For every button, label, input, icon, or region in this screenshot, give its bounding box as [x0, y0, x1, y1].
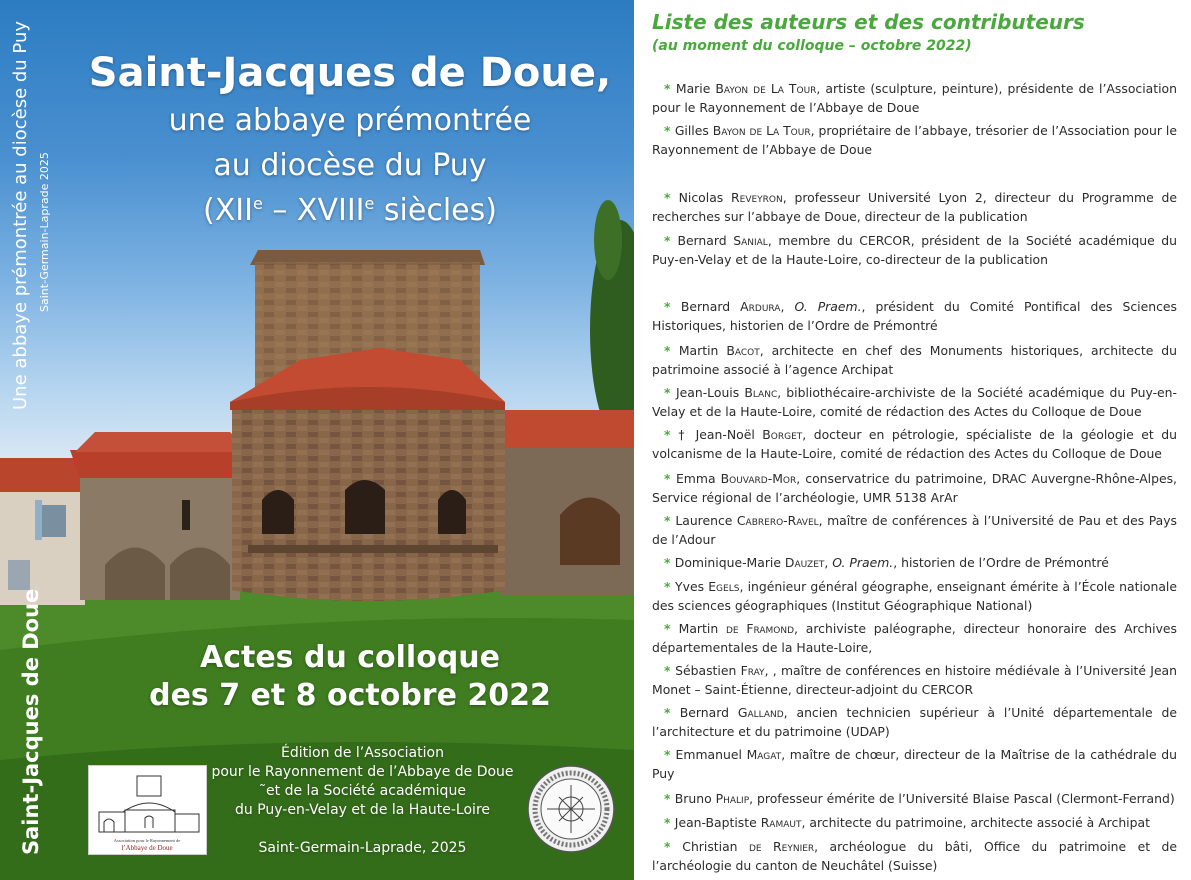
- contributor-last-name: Dauzet: [784, 555, 825, 570]
- cover-title: Saint-Jacques de Doue,: [88, 50, 612, 96]
- association-logo: [88, 765, 207, 855]
- contributor-first-name: Bernard: [677, 233, 734, 248]
- contributor-first-name: Nicolas: [678, 190, 732, 205]
- contributor-last-name: Galland: [737, 705, 784, 720]
- contributor-last-name: de Reynier: [748, 839, 815, 854]
- contributor-first-name: Bernard: [680, 299, 741, 314]
- contributor-order: O. Praem.: [832, 555, 894, 570]
- contributor-last-name: Phalip: [715, 791, 750, 806]
- bullet-star-icon: *: [664, 705, 680, 720]
- contributor-entry: [652, 80, 1177, 117]
- contributor-description: , architecte en chef des Monuments historiques, architecte du patrimoine associé à l’agence Archipat: [652, 343, 1177, 377]
- contributor-entry: [652, 512, 1177, 549]
- list-subtitle: (au moment du colloque – octobre 2022): [652, 38, 972, 54]
- contributor-entry: [652, 814, 1177, 833]
- contributor-description: , propriétaire de l’abbaye, trésorier de l’Association pour le Rayonnement de l’Abbaye de Doue: [652, 123, 1177, 157]
- bullet-star-icon: *: [664, 233, 678, 248]
- contributor-last-name: de Framond: [725, 621, 795, 636]
- contributor-description: , artiste (sculpture, peinture), présidente de l’Association pour le Rayonnement de l’Abbaye de Doue: [652, 81, 1177, 115]
- contributor-entry: [652, 426, 1177, 463]
- contributor-order: O. Praem.: [794, 299, 862, 314]
- spine-long-title: Une abbaye prémontrée au diocèse du Puy: [10, 20, 31, 410]
- contributor-description: , membre du CERCOR, président de la Société académique du Puy-en-Velay et de la Haute-Loire, co-directeur de la publication: [652, 233, 1177, 267]
- contributor-last-name: Bayon de La Tour: [715, 81, 817, 96]
- bullet-star-icon: *: [664, 555, 675, 570]
- contributor-entry: * Bernard Ardura, O. Praem., président du Comité Pontifical des Sciences Historiques, historien de l’Ordre de Prémontré: [652, 299, 1177, 333]
- contributor-description: , maître de conférences à l’Université de Pau et des Pays de l’Adour: [652, 513, 1177, 547]
- bullet-star-icon: *: [664, 385, 676, 400]
- contributor-entry: [652, 838, 1177, 875]
- logo-caption-line2: l’Abbaye de Doue: [121, 844, 173, 852]
- contributor-entry: [652, 342, 1177, 379]
- contributor-first-name: Christian: [682, 839, 749, 854]
- bullet-star-icon: *: [664, 513, 676, 528]
- edition-line1: Édition de l’Association: [281, 745, 444, 761]
- cover-subtitle-line2: au diocèse du Puy: [213, 148, 487, 183]
- logo-caption-line1: Association pour le Rayonnement de: [113, 838, 181, 843]
- bullet-star-icon: *: [664, 299, 681, 314]
- cover-centuries: (XIIe – XVIIIe siècles): [203, 193, 497, 228]
- bullet-star-icon: *: [664, 747, 676, 762]
- contributor-first-name: Bernard: [679, 705, 738, 720]
- society-seal: [527, 765, 615, 853]
- contributor-description: , président du Comité Pontifical des Sciences Historiques, historien de l’Ordre de Prémontré: [652, 299, 1177, 333]
- list-title: Liste des auteurs et des contributeurs: [652, 10, 1085, 34]
- contributor-entry: [652, 790, 1177, 809]
- contributor-entry: [652, 578, 1177, 615]
- contributor-entry: [652, 620, 1177, 657]
- contributor-last-name: Sanial: [733, 233, 768, 248]
- contributor-first-name: Bruno: [674, 791, 716, 806]
- bullet-star-icon: *: [664, 81, 676, 96]
- contributor-description: , archiviste paléographe, directeur honoraire des Archives départementales de la Haute-Loire,: [652, 621, 1177, 655]
- contributor-first-name: Jean-Louis: [675, 385, 745, 400]
- bullet-star-icon: *: [664, 343, 679, 358]
- cover-place-year: Saint-Germain-Laprade, 2025: [258, 840, 467, 856]
- contributor-description: , historien de l’Ordre de Prémontré: [893, 555, 1109, 570]
- contributors-page: [634, 0, 1191, 880]
- contributor-description: , , maître de conférences en histoire médiévale à l’Université Jean Monet – Saint-Étienne, directeur-adjoint du CERCOR: [652, 663, 1178, 697]
- edition-line2: pour le Rayonnement de l’Abbaye de Doue: [211, 764, 514, 780]
- contributor-last-name: Reveyron: [731, 190, 783, 205]
- contributor-description: , architecte du patrimoine, architecte associé à Archipat: [801, 815, 1150, 830]
- contributor-description: , archéologue du bâti, Office du patrimoine et de l’archéologie du canton de Neuchâtel (Suisse): [652, 839, 1177, 873]
- contributor-last-name: Cabrero-Ravel: [736, 513, 819, 528]
- contributor-first-name: Gilles: [674, 123, 713, 138]
- contributor-description: , ingénieur général géographe, enseignant émérite à l’École nationale des sciences géographiques (Institut Géographique National): [652, 579, 1177, 613]
- contributor-last-name: Magat: [746, 747, 782, 762]
- spine-place-year: Saint-Germain-Laprade 2025: [38, 152, 51, 312]
- bullet-star-icon: *: [664, 663, 676, 678]
- bullet-star-icon: *: [664, 621, 679, 636]
- contributor-last-name: Bouvard-Mor: [720, 471, 797, 486]
- contributor-entry: [652, 470, 1177, 507]
- contributor-last-name: Bacot: [726, 343, 760, 358]
- contributor-last-name: Fray: [740, 663, 765, 678]
- contributor-first-name: Martin: [678, 343, 727, 358]
- contributor-description: , professeur émérite de l’Université Blaise Pascal (Clermont-Ferrand): [749, 791, 1175, 806]
- bullet-star-icon: *: [664, 190, 679, 205]
- contributor-entry: [652, 662, 1177, 699]
- contributor-entry: [652, 122, 1177, 159]
- contributor-first-name: † Jean-Noël: [678, 427, 763, 442]
- contributor-entry: [652, 704, 1177, 741]
- edition-line3: ˜et de la Société académique: [259, 783, 466, 799]
- bullet-star-icon: *: [664, 471, 676, 486]
- bullet-star-icon: *: [664, 791, 675, 806]
- contributor-first-name: Dominique-Marie: [674, 555, 785, 570]
- contributor-description: , ancien technicien supérieur à l’Unité départementale de l’architecture et du patrimoine (UDAP): [652, 705, 1177, 739]
- contributor-entry: [652, 384, 1177, 421]
- contributor-last-name: Blanc: [744, 385, 778, 400]
- contributor-entry: [652, 232, 1177, 269]
- contributor-first-name: Emma: [675, 471, 721, 486]
- bullet-star-icon: *: [664, 815, 675, 830]
- contributor-entry: [652, 189, 1177, 226]
- contributor-first-name: Emmanuel: [675, 747, 747, 762]
- bullet-star-icon: *: [664, 579, 676, 594]
- contributor-description: , docteur en pétrologie, spécialiste de la géologie et du volcanisme de la Haute-Loire, comité de rédaction des Actes du Colloque de Doue: [652, 427, 1177, 461]
- spine-short-title: Saint-Jacques de Doue: [19, 588, 43, 855]
- contributor-last-name: Borget: [762, 427, 803, 442]
- contributor-first-name: Jean-Baptiste: [674, 815, 761, 830]
- contributor-first-name: Sébastien: [675, 663, 741, 678]
- contributor-last-name: Egels: [708, 579, 740, 594]
- cover-actes-line2: des 7 et 8 octobre 2022: [149, 678, 551, 713]
- contributor-entry: [652, 746, 1177, 783]
- contributor-first-name: Marie: [675, 81, 716, 96]
- contributor-entry: * Dominique-Marie Dauzet, O. Praem., historien de l’Ordre de Prémontré: [664, 555, 1109, 570]
- contributor-description: , bibliothécaire-archiviste de la Société académique du Puy-en-Velay et de la Haute-Loire, comité de rédaction des Actes du Colloque de Doue: [652, 385, 1178, 419]
- contributor-last-name: Ardura: [740, 299, 781, 314]
- contributor-first-name: Yves: [675, 579, 709, 594]
- contributor-description: , professeur Université Lyon 2, directeur du Programme de recherches sur l’abbaye de Doue, directeur de la publication: [652, 190, 1177, 224]
- contributor-last-name: Ramaut: [760, 815, 802, 830]
- contributor-description: , maître de chœur, directeur de la Maîtrise de la cathédrale du Puy: [652, 747, 1178, 781]
- contributor-first-name: Laurence: [675, 513, 737, 528]
- contributor-last-name: Bayon de La Tour: [712, 123, 811, 138]
- contributor-first-name: Martin: [678, 621, 726, 636]
- cover-subtitle-line1: une abbaye prémontrée: [168, 103, 532, 138]
- bullet-star-icon: *: [664, 427, 679, 442]
- cover-actes-line1: Actes du colloque: [199, 640, 500, 675]
- bullet-star-icon: *: [664, 839, 683, 854]
- bullet-star-icon: *: [664, 123, 675, 138]
- contributor-description: , conservatrice du patrimoine, DRAC Auvergne-Rhône-Alpes, Service régional de l’archéologie, UMR 5138 ArAr: [652, 471, 1177, 505]
- edition-line4: du Puy-en-Velay et de la Haute-Loire: [234, 802, 491, 818]
